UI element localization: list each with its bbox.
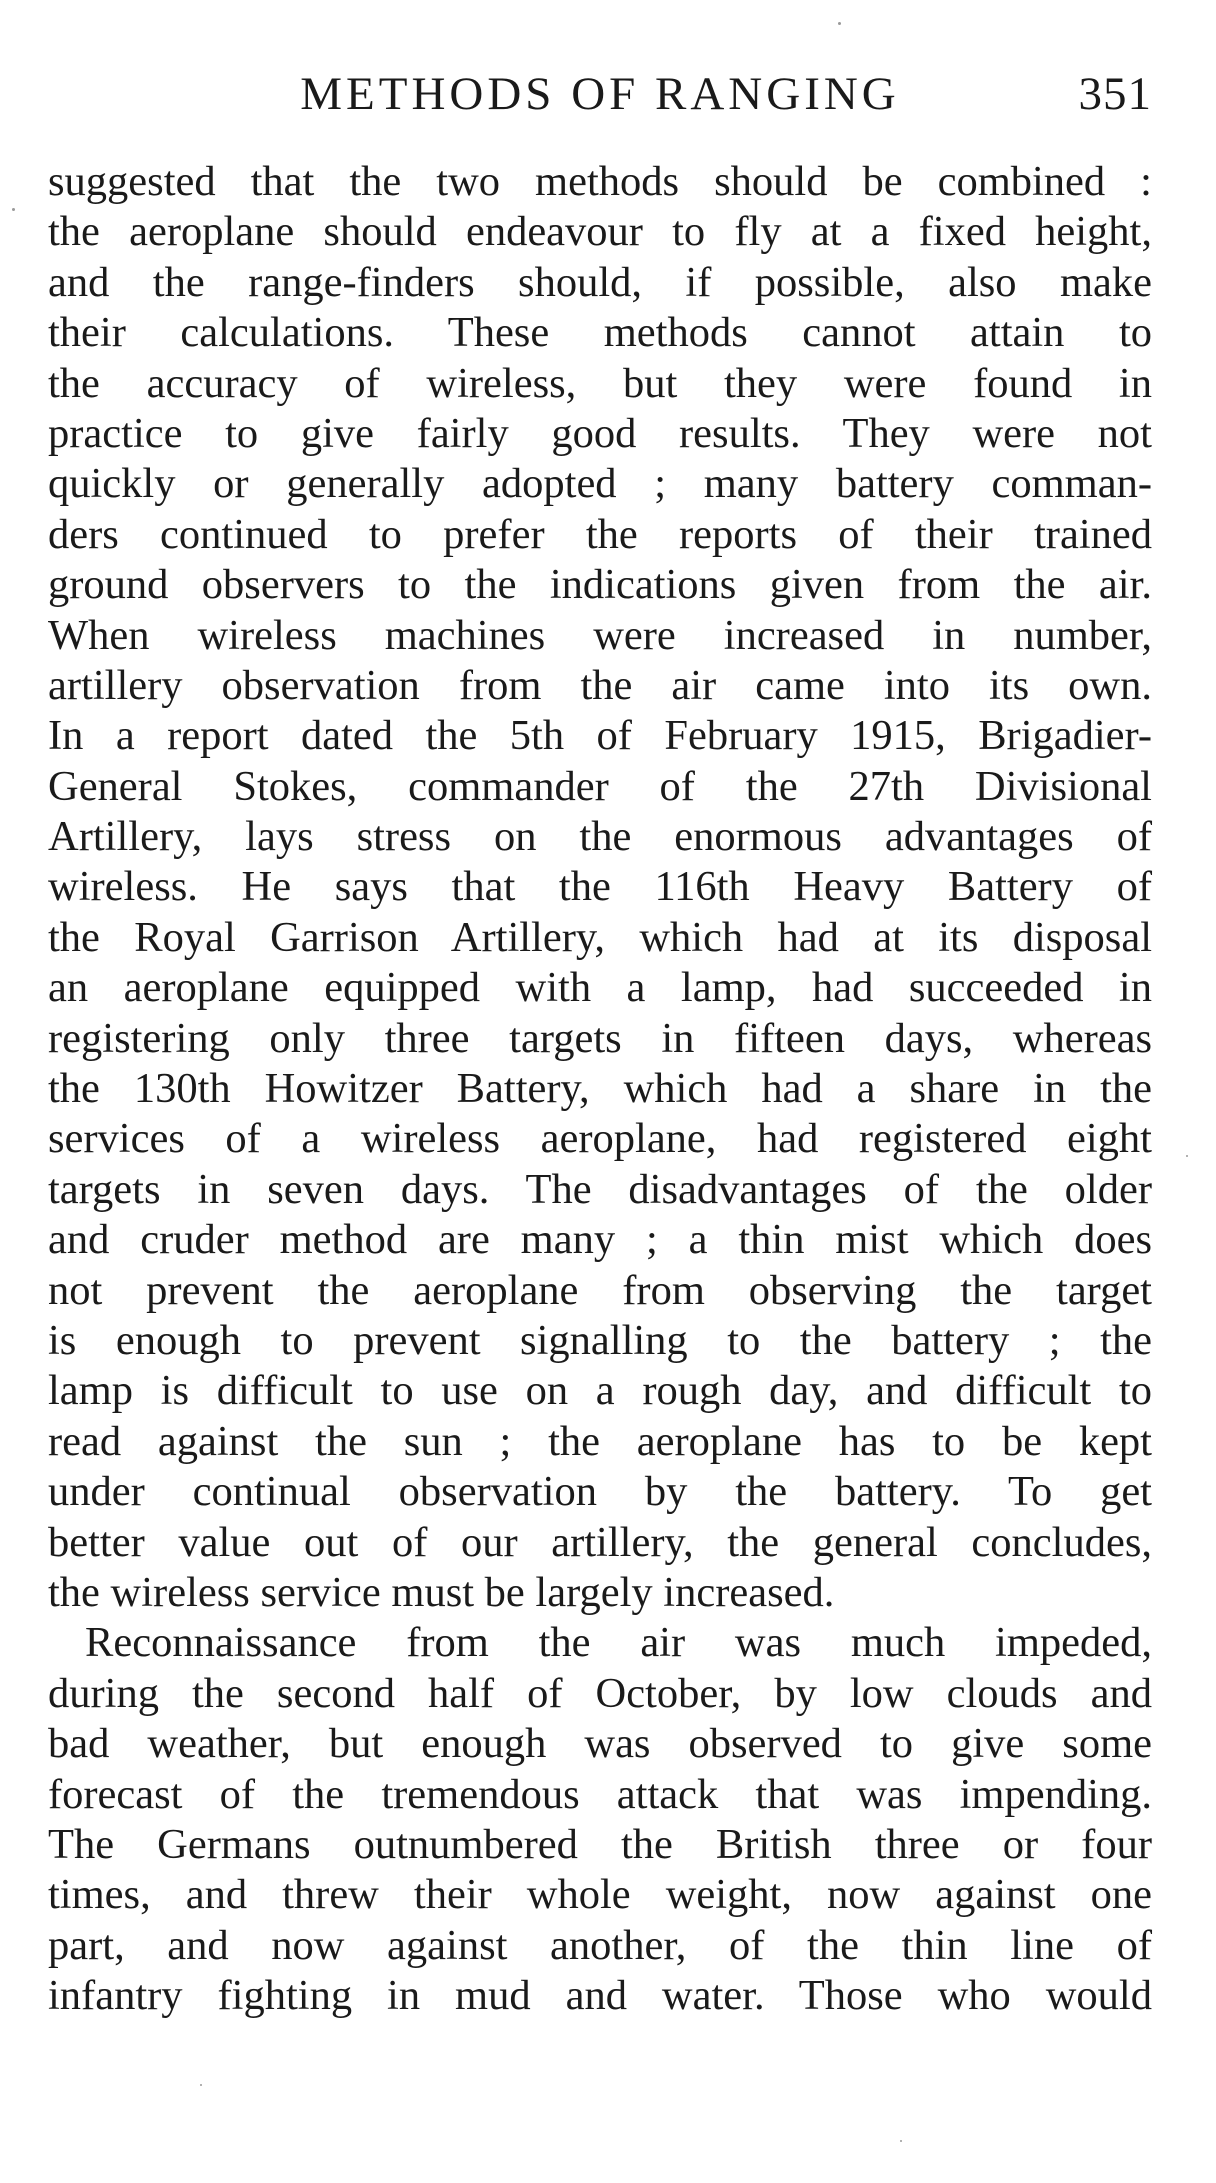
page-number: 351 (1078, 68, 1152, 120)
text-line: their calculations. These methods cannot attain to (48, 309, 1152, 357)
text-line: Reconnaissance from the air was much impeded, (85, 1619, 1152, 1667)
text-line: When wireless machines were increased in number, (48, 611, 1152, 659)
paper-speck (12, 208, 15, 211)
paper-speck (200, 2084, 202, 2086)
text-line: artillery observation from the air came into its own. (48, 661, 1152, 709)
text-line: suggested that the two methods should be combined : (48, 158, 1152, 205)
text-line: registering only three targets in fifteen days, whereas (48, 1014, 1152, 1062)
text-line: targets in seven days. The disadvantages of the older (48, 1165, 1152, 1213)
text-line: In a report dated the 5th of February 1915, Brigadier- (48, 712, 1152, 760)
text-line: part, and now against another, of the thin line of (48, 1921, 1152, 1969)
text-line: the aeroplane should endeavour to fly at a fixed height, (48, 208, 1152, 256)
text-line: read against the sun ; the aeroplane has to be kept (48, 1417, 1152, 1465)
text-line: ders continued to prefer the reports of their trained (48, 510, 1152, 558)
paper-speck (900, 2140, 902, 2142)
text-line: bad weather, but enough was observed to give some (48, 1720, 1152, 1768)
paper-speck (838, 22, 841, 25)
text-line: the 130th Howitzer Battery, which had a share in the (48, 1065, 1152, 1113)
text-line: an aeroplane equipped with a lamp, had succeeded in (48, 964, 1152, 1012)
text-line: times, and threw their whole weight, now against one (48, 1871, 1152, 1919)
text-line: wireless. He says that the 116th Heavy Battery of (48, 863, 1152, 911)
running-title: METHODS OF RANGING (300, 68, 900, 120)
paragraph (48, 1618, 1152, 2021)
text-line: and the range-finders should, if possible, also make (48, 258, 1152, 306)
text-line: under continual observation by the battery. To get (48, 1468, 1152, 1516)
text-line: the accuracy of wireless, but they were found in (48, 359, 1152, 407)
text-line: the wireless service must be largely increased. (48, 1568, 835, 1616)
paragraph (48, 157, 1152, 1618)
text-line: services of a wireless aeroplane, had registered eight (48, 1115, 1152, 1163)
text-line: during the second half of October, by low clouds and (48, 1669, 1152, 1717)
text-line: is enough to prevent signalling to the battery ; the (48, 1316, 1152, 1364)
text-line: infantry fighting in mud and water. Those who would (48, 1972, 1152, 2020)
text-line: forecast of the tremendous attack that was impending. (48, 1770, 1152, 1818)
text-line: not prevent the aeroplane from observing the target (48, 1266, 1152, 1314)
running-head (48, 64, 1152, 124)
text-line: ground observers to the indications given from the air. (48, 561, 1152, 609)
text-line: and cruder method are many ; a thin mist which does (48, 1216, 1152, 1264)
body-text (48, 157, 1152, 2021)
text-line: The Germans outnumbered the British three or four (48, 1820, 1152, 1868)
text-line: practice to give fairly good results. They were not (48, 409, 1152, 457)
text-line: lamp is difficult to use on a rough day, and difficult to (48, 1367, 1152, 1415)
text-line: the Royal Garrison Artillery, which had at its disposal (48, 913, 1152, 961)
text-line: quickly or generally adopted ; many battery comman- (48, 460, 1152, 508)
text-line: better value out of our artillery, the general concludes, (48, 1518, 1152, 1566)
paper-speck (1186, 1155, 1188, 1157)
text-line: General Stokes, commander of the 27th Divisional (48, 762, 1152, 810)
text-line: Artillery, lays stress on the enormous advantages of (48, 813, 1152, 861)
